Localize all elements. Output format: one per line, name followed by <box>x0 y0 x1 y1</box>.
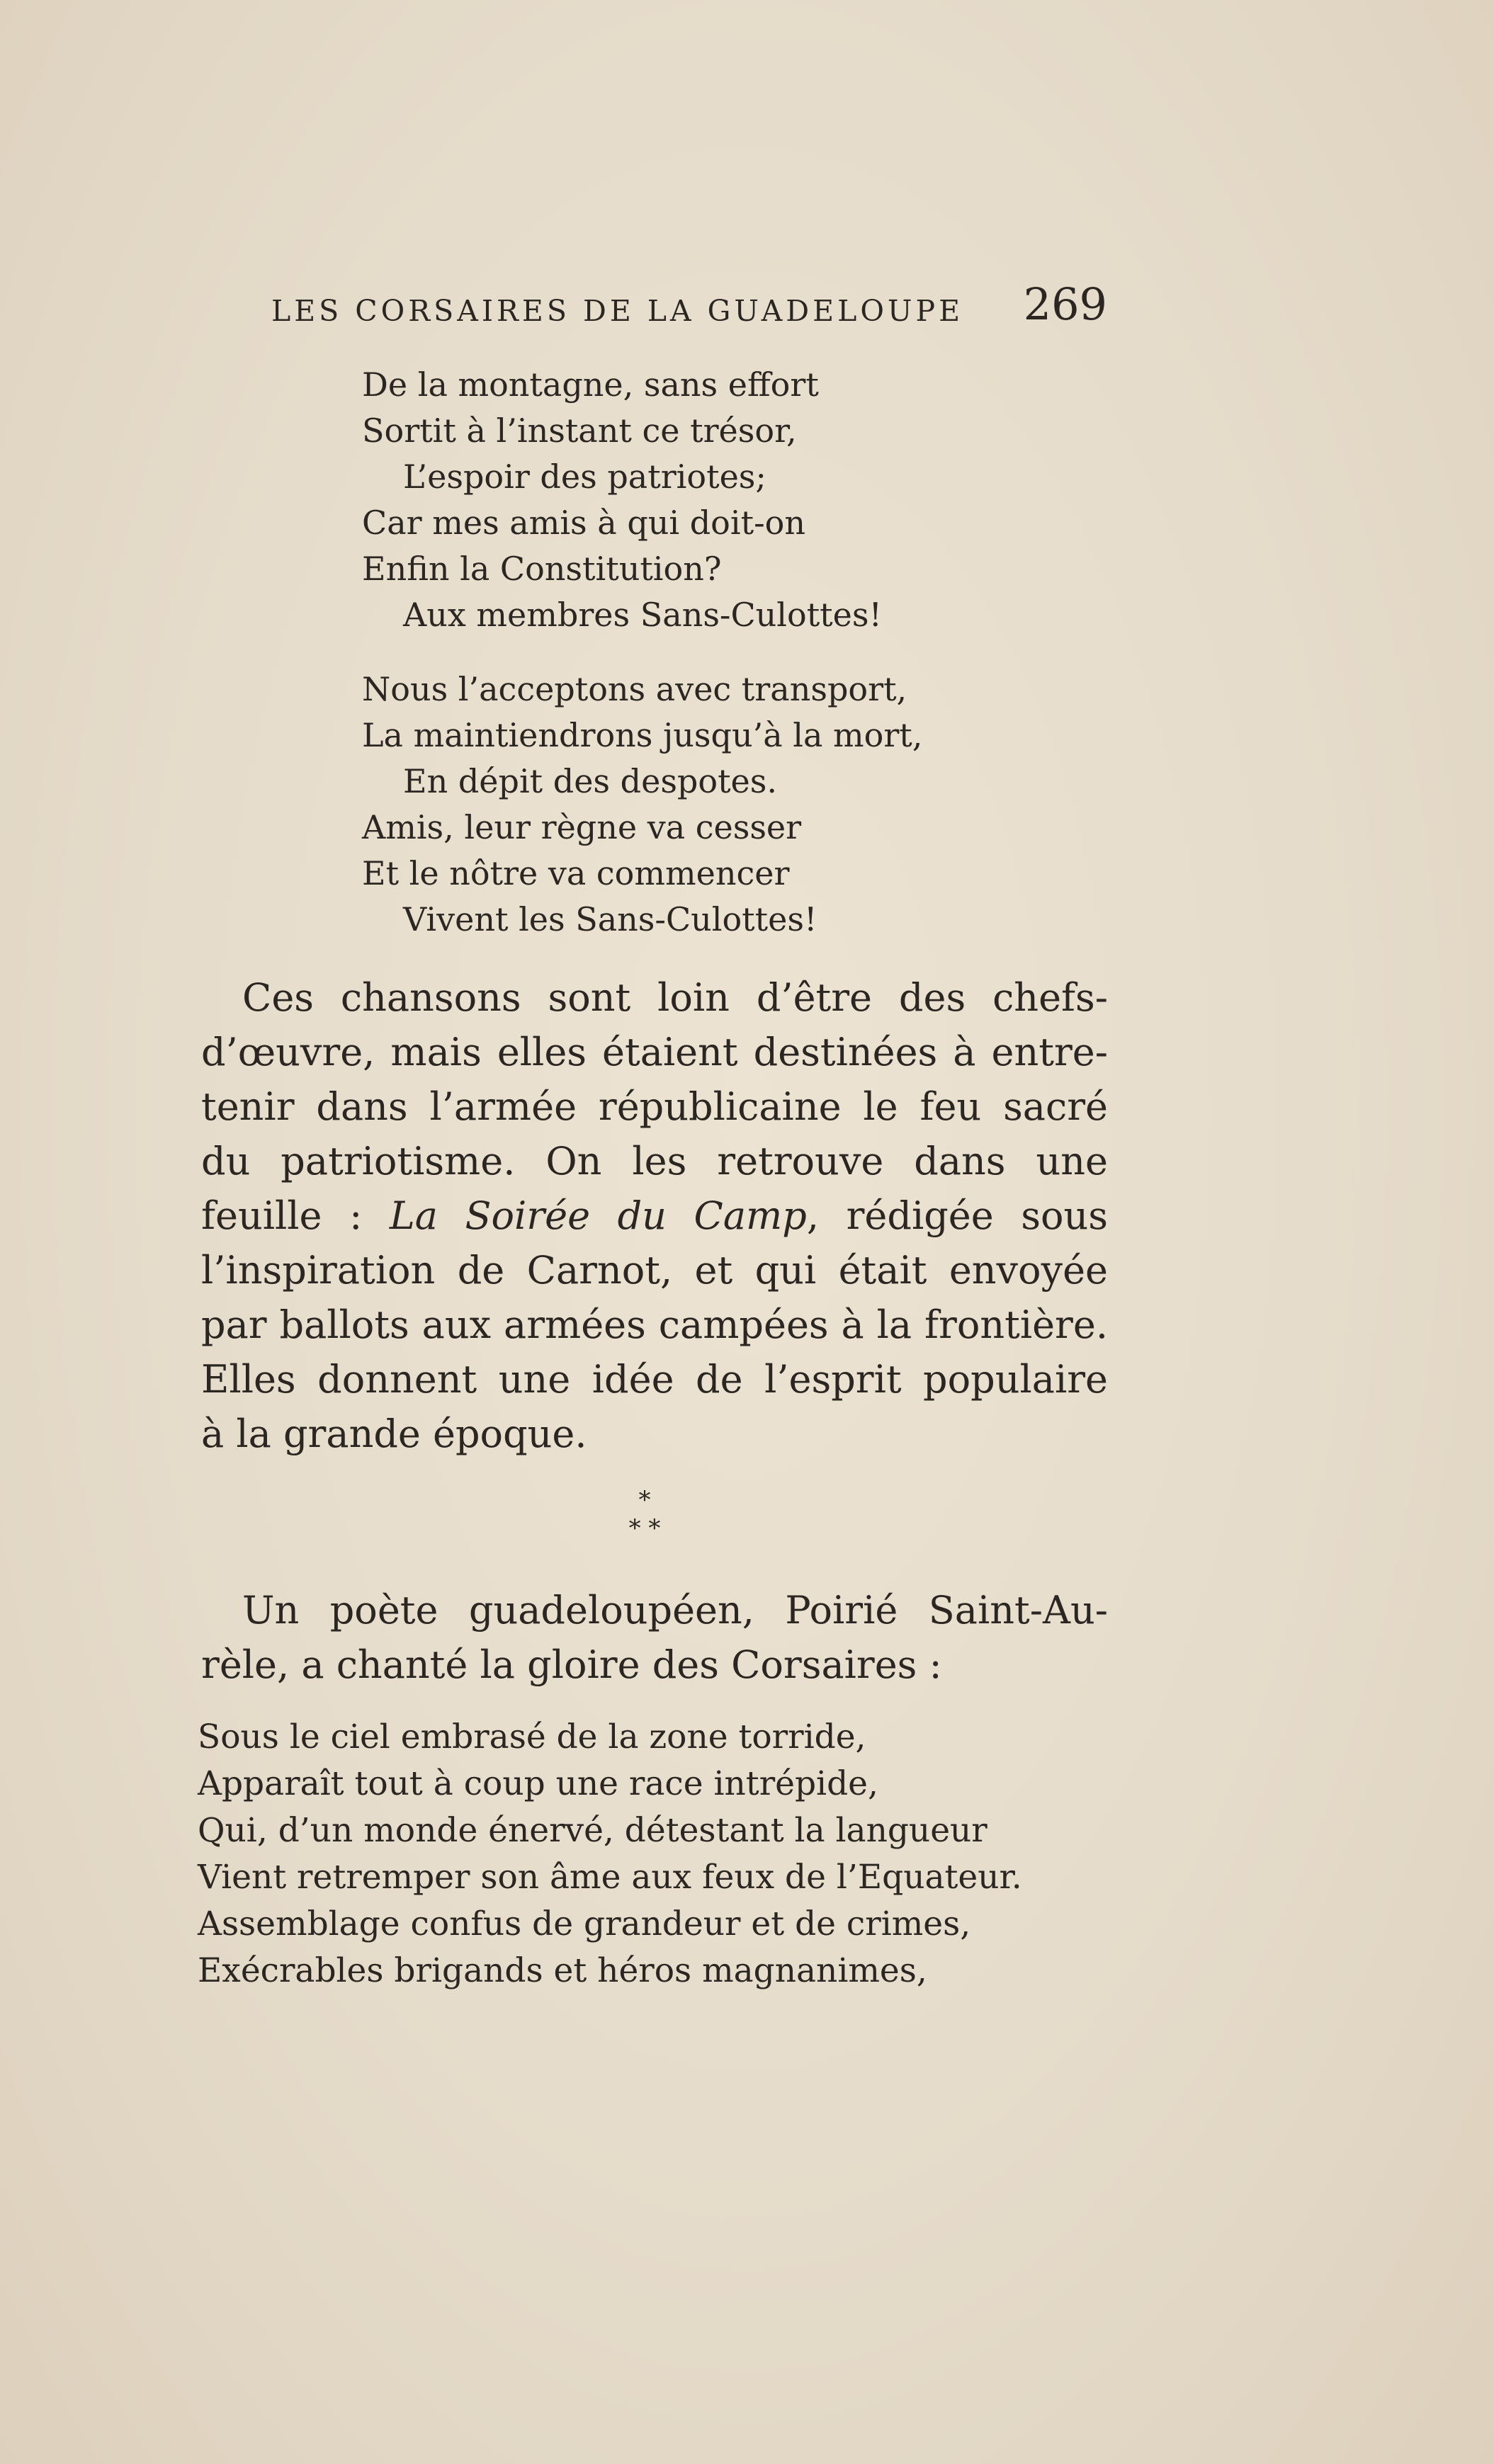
text-fragment: feuille : <box>201 1193 390 1238</box>
text-fragment: , rédigée sous <box>806 1193 1108 1238</box>
poem-line: Exécrables brigands et héros magnanimes, <box>198 1951 927 1990</box>
text-line: Ces chansons sont loin d’être des chefs- <box>242 975 1108 1020</box>
paragraph-poet-intro <box>201 1583 1108 1692</box>
verse-line: Sortit à l’instant ce trésor, <box>362 411 797 450</box>
running-head: LES CORSAIRES DE LA GUADELOUPE <box>271 294 964 328</box>
verse-line: Enfin la Constitution? <box>362 550 722 588</box>
verse-line: De la montagne, sans effort <box>362 365 819 404</box>
text-line: l’inspiration de Carnot, et qui était envoyée <box>201 1248 1108 1293</box>
verse-line: La maintiendrons jusqu’à la mort, <box>362 716 923 754</box>
poem-line: Vient retremper son âme aux feux de l’Equateur. <box>198 1858 1022 1897</box>
text-line: Elles donnent une idée de l’esprit populaire <box>201 1357 1108 1402</box>
section-separator <box>609 1486 680 1543</box>
verse-line: Car mes amis à qui doit-on <box>362 504 805 542</box>
verse-line: Aux membres Sans-Culottes! <box>403 596 882 634</box>
stanza-break <box>362 638 922 666</box>
poem-line: Apparaît tout à coup une race intrépide, <box>198 1764 878 1803</box>
text-line: d’œuvre, mais elles étaient destinées à entre- <box>201 1030 1108 1074</box>
newspaper-title: La Soirée du Camp <box>389 1193 807 1238</box>
text-line: Un poète guadeloupéen, Poirié Saint-Au- <box>242 1588 1108 1633</box>
verse-line: Et le nôtre va commencer <box>362 854 790 892</box>
text-line: du patriotisme. On les retrouve dans une <box>201 1139 1108 1183</box>
text-line <box>201 1188 1108 1243</box>
song-verses <box>362 362 922 943</box>
text-line: par ballots aux armées campées à la frontière. <box>201 1302 1108 1347</box>
poem-line: Qui, d’un monde énervé, détestant la langueur <box>198 1811 987 1850</box>
verse-line: Amis, leur règne va cesser <box>362 808 802 846</box>
asterism: * * * <box>628 1486 661 1543</box>
text-line: tenir dans l’armée républicaine le feu sacré <box>201 1084 1108 1129</box>
poem-line: Assemblage confus de grandeur et de crimes, <box>198 1904 971 1943</box>
verse-line: Vivent les Sans-Culottes! <box>403 900 817 938</box>
page-number: 269 <box>1023 278 1107 330</box>
text-line: rèle, a chanté la gloire des Corsaires : <box>201 1642 942 1687</box>
verse-line: L’espoir des patriotes; <box>403 458 766 496</box>
verse-line: Nous l’acceptons avec transport, <box>362 670 907 708</box>
page-header <box>271 278 1107 328</box>
verse-line: En dépit des despotes. <box>403 762 778 800</box>
poem-line: Sous le ciel embrasé de la zone torride, <box>198 1718 866 1756</box>
poem-quotation <box>198 1714 1022 1994</box>
text-line: à la grande époque. <box>201 1412 587 1456</box>
paragraph-songs-commentary <box>201 970 1108 1461</box>
